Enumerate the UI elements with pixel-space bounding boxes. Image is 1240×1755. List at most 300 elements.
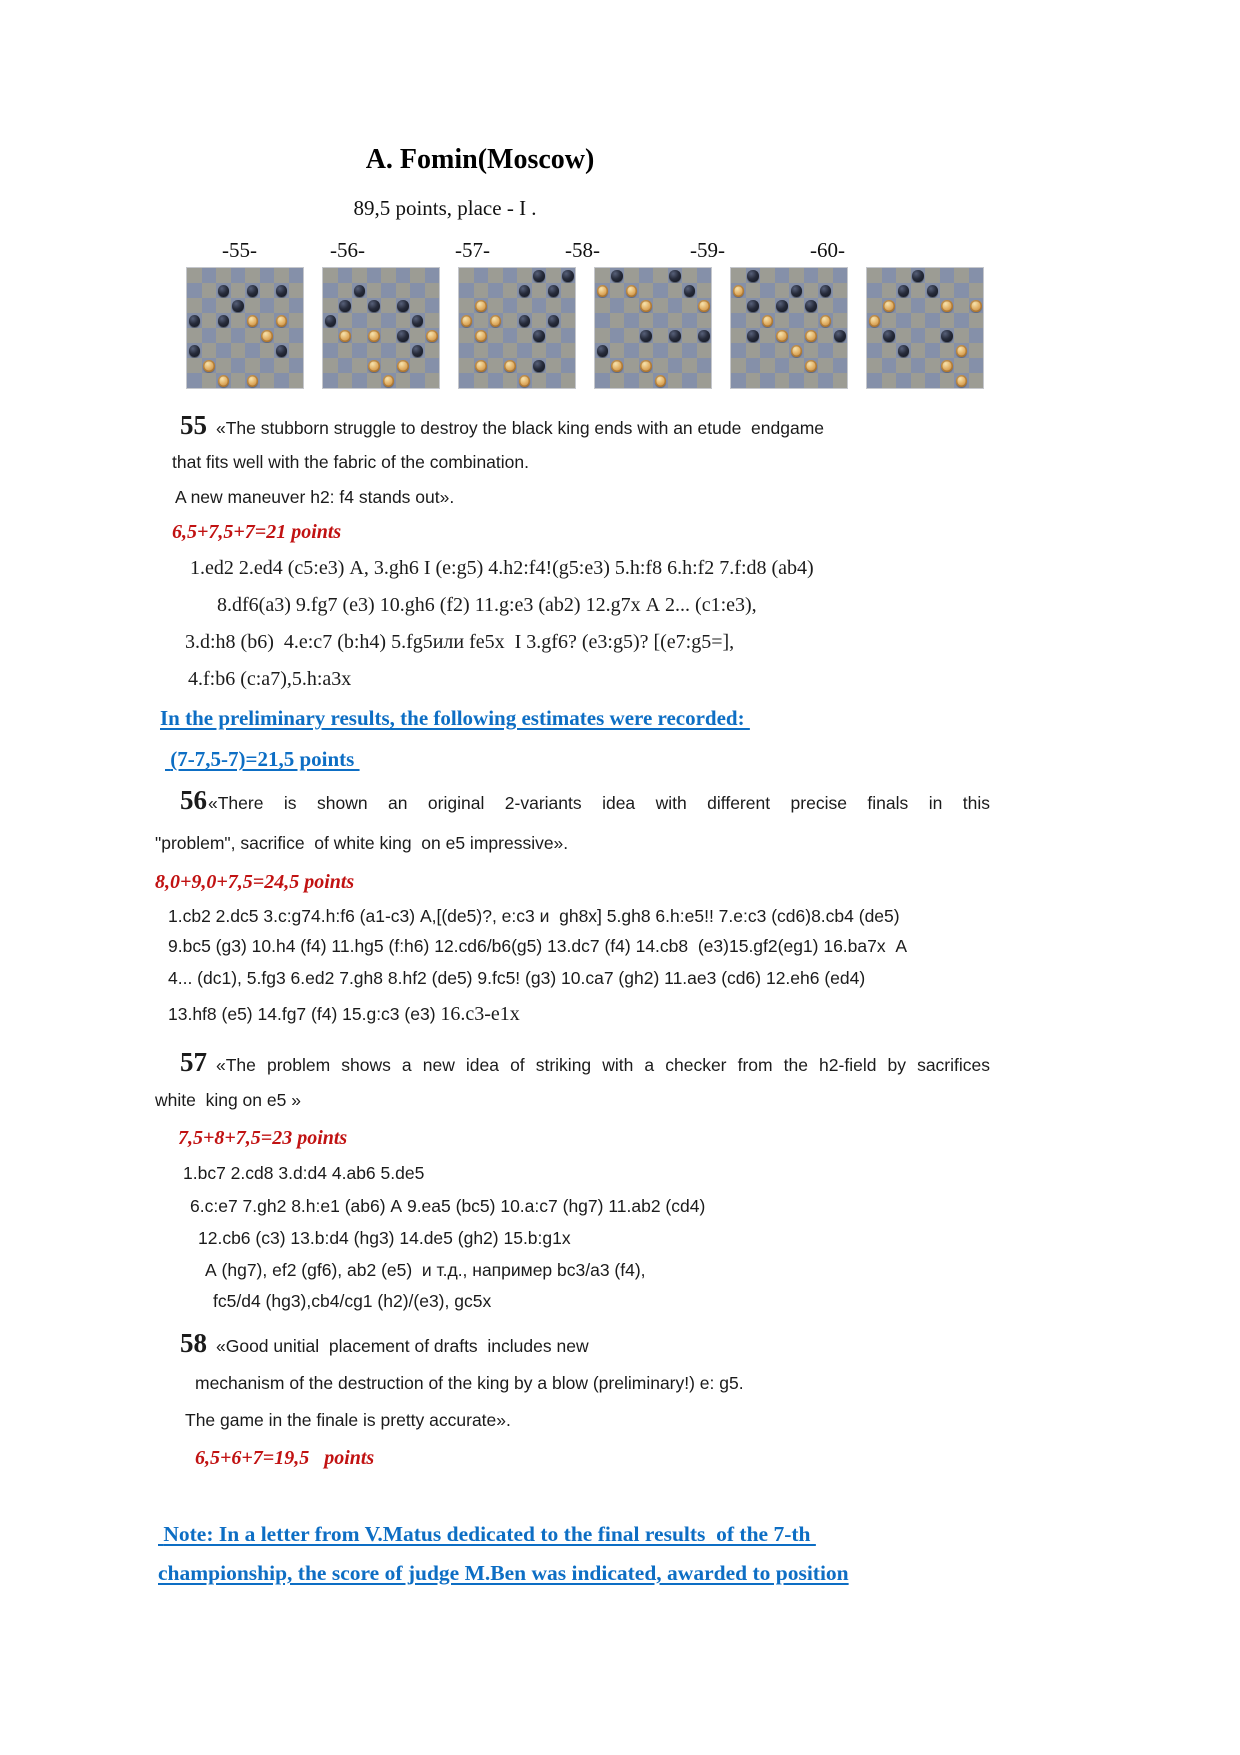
board-square [818, 358, 833, 373]
board-square [367, 343, 382, 358]
board-square [231, 283, 246, 298]
black-checker [562, 270, 574, 282]
board-square [381, 373, 396, 388]
page-title: A. Fomin(Moscow) [365, 144, 595, 175]
board-square [245, 373, 260, 388]
black-checker [412, 315, 424, 327]
board-square [425, 328, 440, 343]
s57-score: 7,5+8+7,5=23 points [178, 1127, 348, 1150]
board-square [639, 343, 654, 358]
board-square [925, 313, 940, 328]
white-checker [475, 360, 487, 372]
board-square [833, 313, 848, 328]
board-square [954, 328, 969, 343]
s55-moves-line4: 4.f:b6 (c:a7),5.h:a3x [188, 667, 352, 690]
board-square [546, 328, 561, 343]
board-square [488, 358, 503, 373]
board-square [488, 343, 503, 358]
board-square [896, 328, 911, 343]
board-square [561, 343, 576, 358]
board-square [187, 328, 202, 343]
black-checker [747, 300, 759, 312]
board-square [187, 268, 202, 283]
board-square [274, 268, 289, 283]
board-square [925, 328, 940, 343]
board-square [804, 343, 819, 358]
checkers-board-56- [323, 268, 439, 388]
s58-quote-line3: The game in the finale is pretty accurate». [185, 1409, 511, 1430]
s55-moves-line1: 1.ed2 2.ed4 (c5:e3) А, 3.gh6 I (e:g5) 4.h2:f4!(g5:e3) 5.h:f8 6.h:f2 7.f:d8 (ab4) [190, 556, 814, 579]
board-square [911, 373, 926, 388]
board-square [216, 343, 231, 358]
s58-number: 58 [180, 1328, 207, 1359]
board-square [231, 343, 246, 358]
board-square [954, 343, 969, 358]
black-checker [339, 300, 351, 312]
s56-moves-line1: 1.cb2 2.dc5 3.c:g74.h:f6 (a1-c3) А,[(de5)?, e:c3 и gh8x] 5.gh8 6.h:e5!! 7.e:c3 (cd6)8.cb4 (de5) [168, 906, 900, 927]
black-checker [805, 300, 817, 312]
board-square [396, 313, 411, 328]
board-square [818, 298, 833, 313]
note-line2: championship, the score of judge M.Ben was indicated, awarded to position [158, 1560, 849, 1585]
board-square [818, 283, 833, 298]
s56-moves-line4-sans: 13.hf8 (e5) 14.fg7 (f4) 15.g:c3 (e3) [168, 1003, 441, 1024]
board-square [653, 328, 668, 343]
prelim-score: (7-7,5-7)=21,5 points [165, 747, 360, 772]
white-checker [218, 375, 230, 387]
s55-score: 6,5+7,5+7=21 points [172, 520, 342, 543]
board-square [896, 268, 911, 283]
s55-number: 55 [180, 410, 207, 441]
prelim-heading: In the preliminary results, the following estimates were recorded: [160, 705, 750, 730]
black-checker [232, 300, 244, 312]
board-square [532, 268, 547, 283]
board-square [911, 298, 926, 313]
board-square [896, 283, 911, 298]
board-square [216, 268, 231, 283]
board-square [653, 313, 668, 328]
board-square [396, 283, 411, 298]
board-square [245, 298, 260, 313]
board-square [474, 283, 489, 298]
board-square [697, 358, 712, 373]
board-square [882, 328, 897, 343]
black-checker [684, 285, 696, 297]
board-square [867, 313, 882, 328]
black-checker [218, 285, 230, 297]
board-square [216, 373, 231, 388]
board-square [517, 283, 532, 298]
board-square [760, 268, 775, 283]
black-checker [548, 315, 560, 327]
board-square [969, 313, 984, 328]
board-square [731, 358, 746, 373]
black-checker [941, 330, 953, 342]
board-square [653, 358, 668, 373]
board-square [202, 358, 217, 373]
white-checker [956, 375, 968, 387]
black-checker [669, 270, 681, 282]
board-square [789, 328, 804, 343]
board-square [804, 298, 819, 313]
board-square [925, 268, 940, 283]
board-square [231, 298, 246, 313]
board-square [396, 373, 411, 388]
white-checker [941, 360, 953, 372]
board-square [639, 313, 654, 328]
board-square [882, 268, 897, 283]
board-square [610, 298, 625, 313]
board-square [746, 283, 761, 298]
board-square [532, 358, 547, 373]
board-square [367, 373, 382, 388]
board-square [517, 298, 532, 313]
board-square [867, 328, 882, 343]
board-square [546, 313, 561, 328]
s56-number: 56 [180, 785, 207, 816]
board-square [202, 283, 217, 298]
board-square [682, 373, 697, 388]
board-square [260, 328, 275, 343]
board-square [775, 373, 790, 388]
black-checker [397, 330, 409, 342]
white-checker [805, 330, 817, 342]
board-square [546, 358, 561, 373]
s57-quote-line2: white king on e5 » [155, 1089, 301, 1110]
board-square [867, 283, 882, 298]
s56-quote-line1 [180, 783, 990, 818]
board-square [396, 328, 411, 343]
s56-quote-text1: «There is shown an original 2-variants idea with different precise finals in this [208, 793, 990, 814]
board-square [260, 343, 275, 358]
board-square [775, 298, 790, 313]
board-square [789, 313, 804, 328]
board-square [231, 268, 246, 283]
board-square [260, 313, 275, 328]
board-square [818, 313, 833, 328]
board-square [352, 343, 367, 358]
board-square [425, 373, 440, 388]
board-square [653, 283, 668, 298]
black-checker [912, 270, 924, 282]
board-square [367, 313, 382, 328]
board-square [624, 358, 639, 373]
board-square [474, 373, 489, 388]
s56-score: 8,0+9,0+7,5=24,5 points [155, 871, 355, 894]
board-square [682, 298, 697, 313]
white-checker [247, 375, 259, 387]
board-square [789, 298, 804, 313]
s58-quote-line1 [180, 1326, 990, 1361]
white-checker [475, 330, 487, 342]
board-square [789, 343, 804, 358]
s55-quote-line3: A new maneuver h2: f4 stands out». [175, 487, 455, 508]
board-square [940, 313, 955, 328]
s58-quote-line2: mechanism of the destruction of the king by a blow (preliminary!) e: g5. [195, 1373, 744, 1394]
board-square [425, 268, 440, 283]
board-square [503, 313, 518, 328]
board-square [517, 343, 532, 358]
board-square [488, 298, 503, 313]
board-square [760, 298, 775, 313]
board-square [202, 373, 217, 388]
s57-moves-line1: 1.bc7 2.cd8 3.d:d4 4.ab6 5.de5 [183, 1163, 425, 1184]
white-checker [883, 300, 895, 312]
black-checker [533, 360, 545, 372]
board-square [760, 358, 775, 373]
s56-moves-line4 [168, 1001, 990, 1027]
black-checker [397, 300, 409, 312]
board-square [274, 313, 289, 328]
board-square [381, 343, 396, 358]
board-square [216, 298, 231, 313]
s57-moves-line4: А (hg7), ef2 (gf6), ab2 (e5) и т.д., например bc3/a3 (f4), [205, 1259, 646, 1280]
board-square [260, 298, 275, 313]
black-checker [747, 270, 759, 282]
board-square [833, 373, 848, 388]
board-square [925, 373, 940, 388]
white-checker [805, 360, 817, 372]
board-square [367, 268, 382, 283]
board-square [653, 373, 668, 388]
board-square [731, 268, 746, 283]
board-square [187, 358, 202, 373]
white-checker [504, 360, 516, 372]
white-checker [611, 360, 623, 372]
board-square [274, 358, 289, 373]
board-square [561, 283, 576, 298]
board-square [818, 373, 833, 388]
board-square [911, 268, 926, 283]
board-square [867, 358, 882, 373]
board-square [323, 298, 338, 313]
board-square [202, 268, 217, 283]
board-square [245, 358, 260, 373]
board-square [682, 313, 697, 328]
board-square [517, 373, 532, 388]
board-square [381, 283, 396, 298]
board-square [532, 313, 547, 328]
board-label-57: -57- [455, 238, 490, 263]
board-square [610, 358, 625, 373]
board-square [595, 328, 610, 343]
board-square [289, 358, 304, 373]
board-square [639, 358, 654, 373]
black-checker [189, 345, 201, 357]
board-square [954, 313, 969, 328]
board-square [746, 268, 761, 283]
board-square [459, 313, 474, 328]
white-checker [597, 285, 609, 297]
board-square [323, 313, 338, 328]
board-square [561, 298, 576, 313]
black-checker [898, 285, 910, 297]
board-square [459, 328, 474, 343]
black-checker [548, 285, 560, 297]
board-square [624, 268, 639, 283]
board-square [503, 373, 518, 388]
board-square [954, 298, 969, 313]
board-square [969, 268, 984, 283]
white-checker [626, 285, 638, 297]
board-square [396, 268, 411, 283]
board-square [396, 343, 411, 358]
board-square [789, 358, 804, 373]
board-label-58: -58- [565, 238, 600, 263]
white-checker [776, 330, 788, 342]
board-square [410, 358, 425, 373]
board-square [775, 313, 790, 328]
board-square [940, 328, 955, 343]
board-square [653, 268, 668, 283]
board-square [352, 298, 367, 313]
board-square [352, 283, 367, 298]
white-checker [698, 300, 710, 312]
board-square [561, 313, 576, 328]
white-checker [762, 315, 774, 327]
board-square [503, 358, 518, 373]
board-labels-row [155, 238, 990, 265]
black-checker [519, 285, 531, 297]
board-square [289, 283, 304, 298]
board-square [410, 298, 425, 313]
board-square [668, 343, 683, 358]
board-square [818, 328, 833, 343]
board-square [746, 298, 761, 313]
checkers-board-58- [595, 268, 711, 388]
board-square [789, 283, 804, 298]
board-square [488, 268, 503, 283]
board-square [216, 313, 231, 328]
board-square [532, 298, 547, 313]
board-square [760, 313, 775, 328]
board-square [697, 298, 712, 313]
board-square [245, 343, 260, 358]
board-square [274, 298, 289, 313]
board-square [517, 313, 532, 328]
board-square [396, 358, 411, 373]
board-square [639, 373, 654, 388]
board-square [697, 373, 712, 388]
board-square [867, 343, 882, 358]
board-square [425, 283, 440, 298]
board-square [760, 373, 775, 388]
white-checker [247, 315, 259, 327]
board-square [338, 373, 353, 388]
board-square [410, 313, 425, 328]
board-square [833, 298, 848, 313]
board-square [775, 283, 790, 298]
board-square [775, 328, 790, 343]
board-square [682, 268, 697, 283]
board-square [187, 298, 202, 313]
board-square [187, 373, 202, 388]
board-square [896, 373, 911, 388]
board-square [911, 328, 926, 343]
board-square [425, 358, 440, 373]
board-square [323, 268, 338, 283]
s57-moves-line3: 12.cb6 (c3) 13.b:d4 (hg3) 14.de5 (gh2) 15.b:g1x [198, 1227, 571, 1248]
s57-quote-line1 [180, 1045, 990, 1080]
board-square [624, 373, 639, 388]
white-checker [941, 300, 953, 312]
black-checker [776, 300, 788, 312]
board-square [338, 283, 353, 298]
board-square [425, 313, 440, 328]
board-square [833, 343, 848, 358]
board-square [746, 373, 761, 388]
board-square [775, 268, 790, 283]
board-square [896, 298, 911, 313]
board-square [323, 343, 338, 358]
board-square [488, 373, 503, 388]
black-checker [218, 315, 230, 327]
board-square [245, 328, 260, 343]
board-square [882, 373, 897, 388]
board-square [338, 268, 353, 283]
board-square [668, 373, 683, 388]
white-checker [461, 315, 473, 327]
board-square [459, 358, 474, 373]
board-square [245, 283, 260, 298]
black-checker [276, 285, 288, 297]
board-square [969, 298, 984, 313]
board-square [818, 343, 833, 358]
board-square [367, 283, 382, 298]
board-square [624, 283, 639, 298]
board-square [804, 313, 819, 328]
board-square [532, 373, 547, 388]
black-checker [698, 330, 710, 342]
board-square [746, 313, 761, 328]
board-square [940, 358, 955, 373]
board-square [595, 283, 610, 298]
white-checker [733, 285, 745, 297]
board-square [639, 283, 654, 298]
board-square [503, 268, 518, 283]
board-square [668, 268, 683, 283]
board-square [503, 343, 518, 358]
board-square [896, 358, 911, 373]
board-square [911, 358, 926, 373]
board-square [882, 313, 897, 328]
board-square [546, 283, 561, 298]
s56-moves-line2: 9.bc5 (g3) 10.h4 (f4) 11.hg5 (f:h6) 12.cd6/b6(g5) 13.dc7 (f4) 14.cb8 (e3)15.gf2(eg1) 16.ba7x А [168, 936, 908, 957]
board-square [925, 298, 940, 313]
s57-moves-line2: 6.c:e7 7.gh2 8.h:e1 (ab6) А 9.ea5 (bc5) 10.a:c7 (hg7) 11.ab2 (cd4) [190, 1196, 706, 1217]
board-square [338, 343, 353, 358]
white-checker [426, 330, 438, 342]
board-square [896, 343, 911, 358]
board-square [610, 268, 625, 283]
board-square [595, 313, 610, 328]
board-square [867, 268, 882, 283]
board-square [760, 328, 775, 343]
black-checker [533, 270, 545, 282]
white-checker [397, 360, 409, 372]
board-square [187, 313, 202, 328]
board-square [682, 328, 697, 343]
board-square [954, 268, 969, 283]
board-square [653, 343, 668, 358]
board-square [410, 328, 425, 343]
black-checker [834, 330, 846, 342]
board-square [459, 373, 474, 388]
s58-score: 6,5+6+7=19,5 points [195, 1446, 375, 1469]
black-checker [533, 330, 545, 342]
board-square [775, 358, 790, 373]
board-square [367, 298, 382, 313]
